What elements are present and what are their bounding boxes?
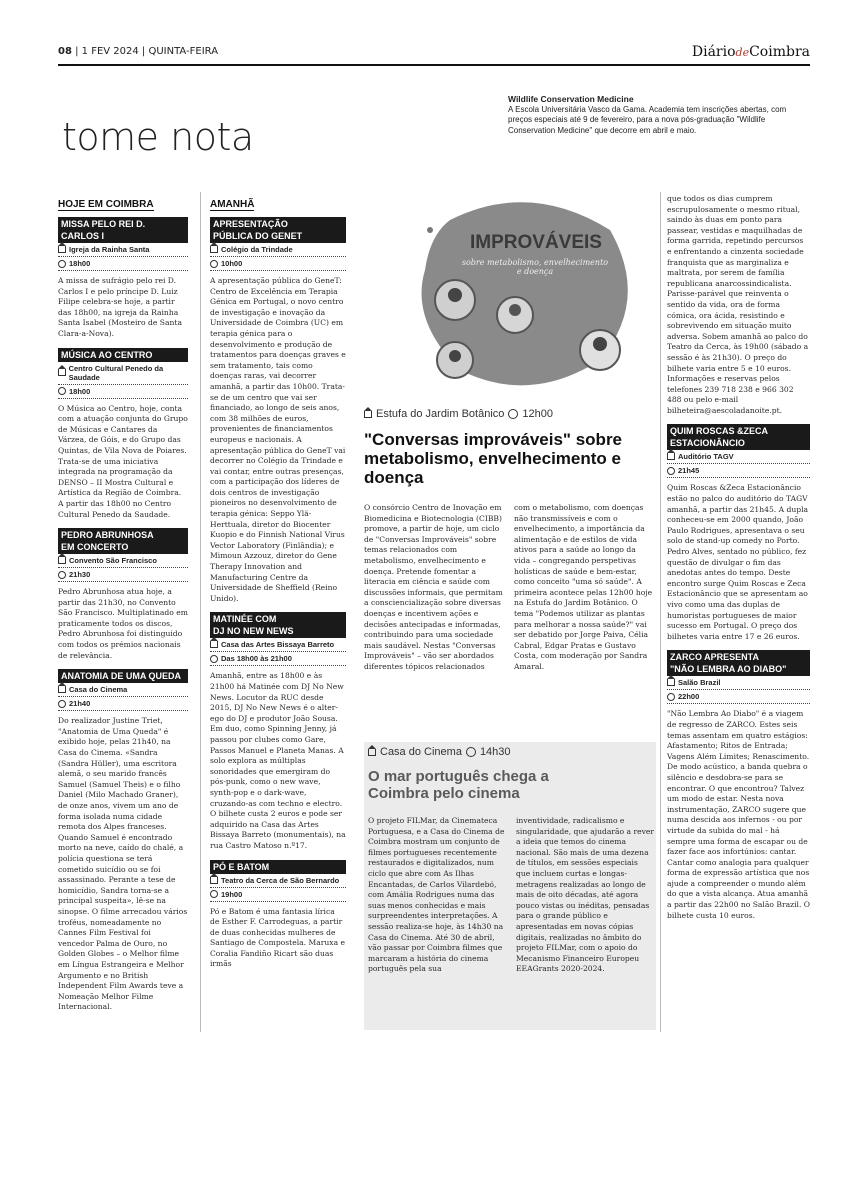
event-text: Quim Roscas &Zeca Estacionâncio estão no palco do auditório do TAGV amanhã, a partir das 21h45. A dupla conheceu-se em 2000 quando, João Paulo Rodrigues, apresentava o seu solo de stand-up comedy no Porto. Pedro Alves, sentado no público, fez questão de divulgar o fim das anedotas antes do tempo. Deste encontro surge Quim Roscas e Zeca Estacionâncio que se apresentam ao vivo como uma das duplas de humoristas portugueses de maior sucesso em Portugal. O preço dos bilhetes varia entre 17 e 26 euros. — [667, 483, 809, 641]
event-text: A missa de sufrágio pelo rei D. Carlos I e pelo príncipe D. Luiz Filipe celebra-se hoje, a partir das 18h00, na igreja da Rainha Santa Isabel (Mosteiro de Santa Clara-a-Nova). — [58, 276, 182, 338]
clock-icon — [58, 700, 66, 708]
event-title: MÚSICA AO CENTRO — [58, 348, 188, 362]
event-place: Centro Cultural Penedo da Saudade — [58, 362, 188, 385]
feature-text-right: inventividade, radicalismo e singularidade, que ajudarão a rever a ideia que temos do cinema nacional. São mais de uma dezena de títulos, em sessões especiais que incluem curtas e longas-metragens realizadas ao longo de mais de oito décadas, até agora pouco vistas ou inéditas, pensadas para o grande público e apresentadas em novas cópias digitais, realizadas no âmbito do projeto FILMar, com o apoio do Mecanismo Financeiro Europeu EEAGrants 2020-2024. — [516, 816, 654, 974]
event-place: Convento São Francisco — [58, 554, 188, 568]
event-text: Amanhã, entre as 18h00 e às 21h00 há Matinée com DJ No New News. Locutor da RUC desde 2015, DJ No New News é o alter-ego do DJ e produtor João Sousa. Em duo, como Spinning Jenny, já passou por clubes como Gare, Passos Manuel e Planeta Manas. A solo explora as múltiplas sonoridades que emergiram do pós-punk, como o new wave, synth-pop e o dark-wave, cruzando-as com techno e electro. O bilhete custa 2 euros e pode ser adquirido na Casa das Artes Bissaya Barreto (monumentais), na rua Castro Matoso n.º17. — [210, 671, 346, 850]
event-place: Igreja da Rainha Santa — [58, 243, 188, 257]
event-time: Das 18h00 às 21h00 — [210, 652, 346, 666]
feature-meta: Casa do Cinema 14h30 — [368, 746, 654, 758]
event-title: MISSA PELO REI D. CARLOS I — [58, 217, 188, 243]
feature-title: O mar português chega a Coimbra pelo cinema — [368, 768, 549, 802]
wildlife-notice: Wildlife Conservation Medicine A Escola Universitária Vasco da Gama. Academia tem inscrições abertas, com preços especiais até 9 de fevereiro, para a nova pós-graduação "Wildlife Conservation Medicine" que decorre em abril e maio. — [508, 94, 787, 135]
event-place: Casa das Artes Bissaya Barreto — [210, 638, 346, 652]
continued-text: que todos os dias cumprem escrupulosamente o mesmo ritual, saindo às duas em ponto para passear, vestidas e maquilhadas de forma garrida, repetindo percursos e enfrentando a cinzenta sociedade franquista que as marginaliza e maltrata, por serem de família republicana anarcossindicalista. Parisse-parável que reinventa o sentido da vida, ora de forma cómica, ora ácida, resistindo e sobrevivendo em situação muito adversa. Sobem amanhã ao palco do Teatro da Cerca, às 19h00 (sábado a sessão é às 21h30). O preço do bilhete varia entre 5 e 10 euros. Informações e reservas pelos telefones 239 718 238 e 966 302 488 ou pelo e-mail bilheteira@aescoladanoite.pt. — [667, 194, 809, 415]
event-place: Casa do Cinema — [58, 683, 188, 697]
clock-icon — [58, 571, 66, 579]
place-icon — [667, 453, 675, 460]
event-place: Colégio da Trindade — [210, 243, 346, 257]
event-time: 18h00 — [58, 257, 188, 271]
event-text: O Música ao Centro, hoje, conta com a atuação conjunta do Grupo de Músicas e Cantares da Várzea, de Góis, e do Grupo das Quintas, de Vila Nova de Poiares. Trata-se de uma iniciativa integrada na programação da DENSO – II Mostra Cultural e Artística da Região de Coimbra. A partir das 18h00 no Centro Cultural Penedo da Saudade. — [58, 403, 188, 519]
clock-icon — [210, 890, 218, 898]
place-icon — [364, 411, 372, 418]
clock-icon — [667, 467, 675, 475]
event-text: Pedro Abrunhosa atua hoje, a partir das 21h30, no Convento São Francisco. Multiplatinado em praticamente todos os discos, Pedro Abrunhosa foi distinguido com todos os prémios nacionais de relevância. — [58, 587, 188, 660]
feature-cinema — [368, 746, 654, 975]
event-title: PEDRO ABRUNHOSA EM CONCERTO — [58, 528, 188, 554]
place-icon — [58, 246, 66, 253]
event-time: 19h00 — [210, 888, 346, 902]
section-title: tome nota — [62, 115, 254, 159]
event-time: 10h00 — [210, 257, 346, 271]
event-title: PÓ E BATOM — [210, 860, 346, 874]
event-time: 21h40 — [58, 697, 188, 711]
event-time: 21h45 — [667, 464, 810, 478]
page-meta: 08 | 1 FEV 2024 | QUINTA-FEIRA — [58, 46, 219, 57]
illustration-title: IMPROVÁVEIS — [470, 232, 602, 253]
event-text: Pó e Batom é uma fantasia lírica de Esther F. Carrodeguas, a partir de duas conhecidas mulheres de Santiago de Compostela. Maruxa e Coralia Fandiño Ricart são duas irmãs — [210, 906, 346, 969]
column-divider — [200, 192, 201, 1032]
place-icon — [210, 641, 218, 648]
event-text: A apresentação pública do GeneT: Centro de Excelência em Terapia Génica em Portugal, o novo centro de investigação e inovação da Universidade de Coimbra (UC) em terapia génica para o desenvolvimento e produção de tratamentos para doenças graves e sem tratamento, tais como doenças raras, vai decorrer amanhã, a partir das 10h00. Trata-se de um centro que vai ser financiado, ao longo de seis anos, com 38 milhões de euros, provenientes de financiamentos europeus e nacionais. A apresentação pública do GeneT vai decorrer no Colégio da Trindade e vai contar, entre outras presenças, com a participação dos líderes de dois centros de investigação pioneiros no desenvolvimento de terapia génica: Seppo Ylä-Herttuala, diretor do Biocenter Kuopio e do Finnish National Virus Vector Laboratory (Finlândia); e Mimoun Azzouz, diretor do Gene Therapy Innovation and Manufacturing Centre da Universidade de Sheffield (Reino Unido). — [210, 276, 346, 603]
place-icon — [58, 686, 66, 693]
feature-text-left: O consórcio Centro de Inovação em Biomedicina e Biotecnologia (CIBB) promove, a partir de hoje, um ciclo de "Conversas Improváveis" sobre temas relacionados com metabolismo, envelhecimento e doença. Pretende fomentar a literacia em ciência e saúde com discussões informais, que permitam a consciencialização sobre diversas doenças e incentivem ações e decisões antecipadas e informadas, contribuindo para uma sociedade mais saudável. Nestas "Conversas Improváveis" – vão ser abordados diferentes tópicos relacionados — [364, 503, 503, 671]
event-time: 21h30 — [58, 568, 188, 582]
place-icon — [210, 877, 218, 884]
tomorrow-heading: AMANHÃ — [210, 199, 255, 210]
event-title: MATINÉE COM DJ NO NEW NEWS — [210, 612, 346, 638]
today-heading: HOJE EM COIMBRA — [58, 199, 154, 210]
place-icon — [368, 749, 376, 756]
event-title: QUIM ROSCAS &ZECA ESTACIONÂNCIO — [667, 424, 810, 450]
event-title: ZARCO APRESENTA "NÃO LEMBRA AO DIABO" — [667, 650, 810, 676]
clock-icon — [58, 387, 66, 395]
event-text: Do realizador Justine Triet, "Anatomia de Uma Queda" é exibido hoje, pelas 21h40, na Casa do Cinema. «Sandra (Sandra Hüller), uma escritora alemã, o seu marido francês Samuel (Samuel Theis) e o filho Daniel (Milo Machado Graner), de onze anos, vivem um ano de forma isolada numa cidade remota dos Alpes franceses. Quando Samuel é encontrado morto na neve, caído do chalé, a polícia questiona se terá cometido suicídio ou se foi assassinado. Perante a tese de homicídio, Sandra torna-se a principal suspeita», lê-se na sinopse. O filme arrecadou vários troféus, nomeadamente no Cannes Film Festival foi vencedor Palma de Ouro, no Golden Globes – o Melhor filme em Língua Estrangeira e Melhor Argumento e no British Independent Film Awards teve a Nomeação Melhor Filme Internacional. — [58, 716, 188, 1012]
column-divider — [660, 192, 661, 1032]
event-text: "Não Lembra Ao Diabo" é a viagem de regresso de ZARCO. Estes seis temas assentam em quatro estágios: Afastamento; Ritos de Entrada; Vagens Além Limites; Renascimento. De modo acústico, a banda quebra o silêncio e desdobra-se para se encontrar. O que encontrou? Talvez um modo de estar. Nesta nova instrumentação, ZARCO sugere que numa descida aos infernos - ou por virtude da subida do mal - há sempre uma forma de escapar ou de fazer face aos infortúnios: cantar. Cantar como analogia para qualquer forma de expressão artística que nos ajude a compreender o mundo além do que a vista alcança. Atua amanhã a partir das 22h00 no Salão Brazil. O bilhete custa 10 euros. — [667, 709, 811, 920]
clock-icon — [210, 655, 218, 663]
illustration-subtitle: sobre metabolismo, envelhecimento e doença — [461, 258, 609, 276]
column-today — [58, 192, 188, 1013]
event-title: APRESENTAÇÃO PÚBLICA DO GENET — [210, 217, 346, 243]
newspaper-brand: DiáriodeCoimbra — [691, 44, 810, 60]
header-rule — [58, 64, 810, 66]
event-title: ANATOMIA DE UMA QUEDA — [58, 669, 188, 683]
clock-icon — [58, 260, 66, 268]
illustration-graphic — [410, 190, 640, 400]
event-place: Auditório TAGV — [667, 450, 810, 464]
event-time: 18h00 — [58, 385, 188, 399]
page-header — [58, 44, 810, 66]
clock-icon — [210, 260, 218, 268]
event-place: Salão Brazil — [667, 676, 810, 690]
clock-icon — [466, 747, 476, 757]
clock-icon — [508, 409, 518, 419]
feature-title: "Conversas improváveis" sobre metabolismo, envelhecimento e doença — [364, 430, 623, 487]
column-tomorrow — [210, 192, 346, 970]
feature-conversas — [364, 408, 654, 673]
place-icon — [210, 246, 218, 253]
feature-text-right: com o metabolismo, com doenças não transmissíveis e com o envelhecimento, a importância da alimentação e de estilos de vida ativos para a saúde ao longo da vida – congregando perspetivas holísticas de saúde e bem-estar, como conceito "uma só saúde". A primeira acontece pelas 12h00 hoje na Estufa do Jardim Botânico. O tema "Podemos utilizar as plantas para melhorar a nossa saúde?" vai ser debatido por Jorge Paiva, Célia Cabral, Edgar Pratas e Gustavo Costa, com moderação por Sandra Amaral. — [514, 503, 653, 671]
clock-icon — [667, 693, 675, 701]
place-icon — [58, 557, 66, 564]
place-icon — [667, 679, 675, 686]
event-place: Teatro da Cerca de São Bernardo — [210, 874, 346, 888]
event-time: 22h00 — [667, 690, 810, 704]
place-icon — [58, 369, 66, 376]
feature-meta: Estufa do Jardim Botânico 12h00 — [364, 408, 654, 420]
conversas-illustration — [410, 190, 640, 400]
column-right — [667, 194, 810, 921]
feature-text-left: O projeto FILMar, da Cinemateca Portuguesa, e a Casa do Cinema de Coimbra mostram um conjunto de filmes portugueses recentemente restaurados e digitalizados, num ciclo que abre com As Ilhas Encantadas, de Carlos Vilardebó, com Amália Rodrigues numa das suas menos conhecidas e mais surpreendentes interpretações. A sessão realiza-se hoje, às 14h30 na Casa do Cinema. Até 30 de abril, vão passar por Coimbra filmes que marcaram a história do cinema português pela sua — [368, 816, 505, 974]
